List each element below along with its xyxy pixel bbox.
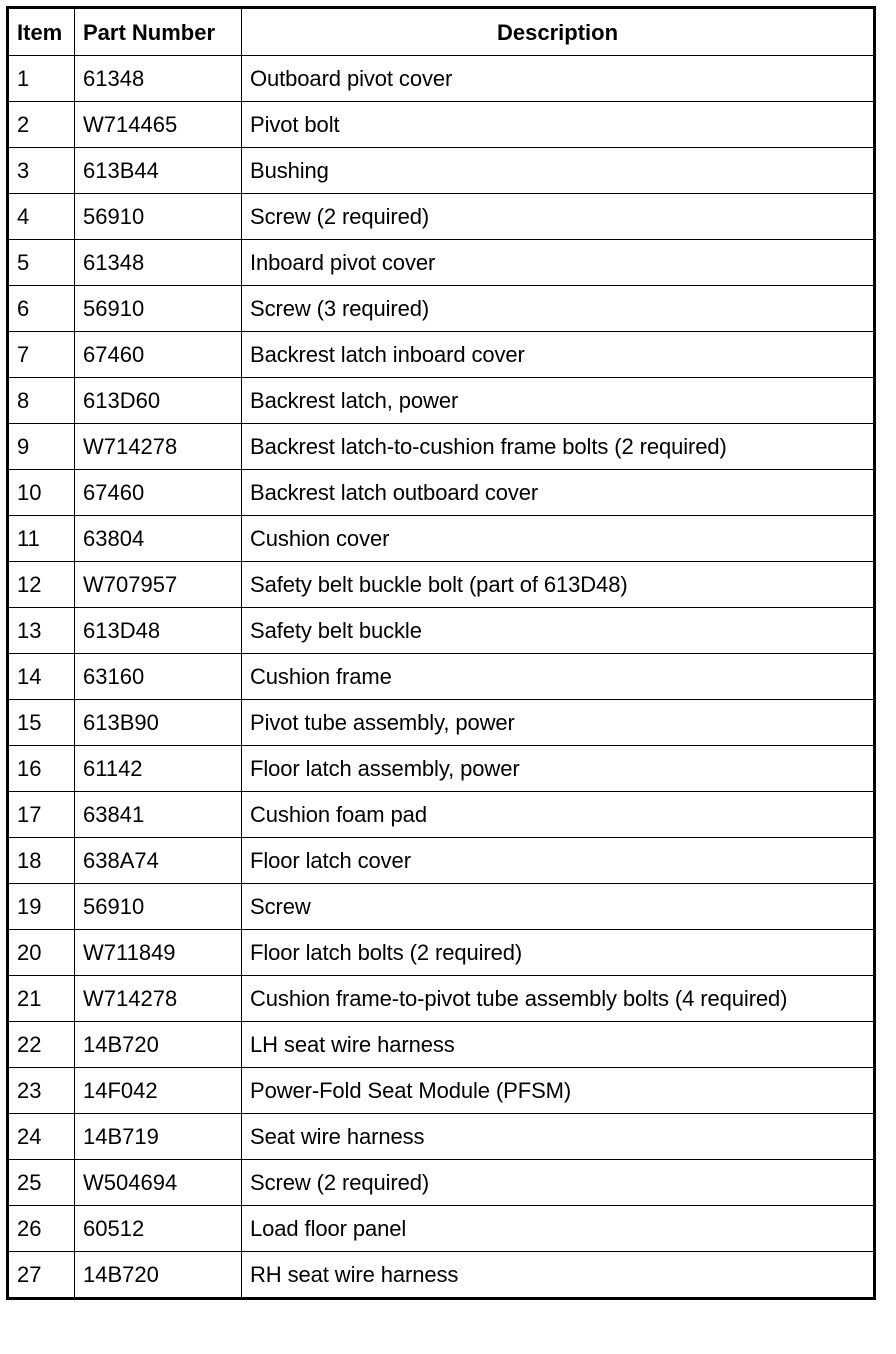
cell-part-number: 60512 — [75, 1206, 242, 1252]
cell-part-number: W504694 — [75, 1160, 242, 1206]
cell-part-number: 14F042 — [75, 1068, 242, 1114]
cell-description: Backrest latch outboard cover — [242, 470, 875, 516]
table-row — [8, 378, 875, 424]
table-row — [8, 562, 875, 608]
table-row — [8, 654, 875, 700]
table-row — [8, 1206, 875, 1252]
cell-item: 7 — [8, 332, 75, 378]
cell-description: Pivot tube assembly, power — [242, 700, 875, 746]
cell-description: Backrest latch-to-cushion frame bolts (2 required) — [242, 424, 875, 470]
table-row — [8, 1252, 875, 1299]
table-row — [8, 424, 875, 470]
cell-description: Screw (2 required) — [242, 1160, 875, 1206]
cell-item: 14 — [8, 654, 75, 700]
header-row — [8, 8, 875, 56]
table-row — [8, 470, 875, 516]
cell-description: Power-Fold Seat Module (PFSM) — [242, 1068, 875, 1114]
cell-description: Cushion cover — [242, 516, 875, 562]
table-row — [8, 148, 875, 194]
cell-item: 13 — [8, 608, 75, 654]
cell-item: 11 — [8, 516, 75, 562]
table-row — [8, 194, 875, 240]
table-row — [8, 700, 875, 746]
cell-item: 6 — [8, 286, 75, 332]
cell-description: Safety belt buckle bolt (part of 613D48) — [242, 562, 875, 608]
cell-part-number: W714278 — [75, 424, 242, 470]
cell-item: 25 — [8, 1160, 75, 1206]
table-row — [8, 240, 875, 286]
cell-item: 27 — [8, 1252, 75, 1299]
cell-description: Screw (2 required) — [242, 194, 875, 240]
cell-part-number: 63841 — [75, 792, 242, 838]
cell-part-number: W714278 — [75, 976, 242, 1022]
cell-item: 1 — [8, 56, 75, 102]
cell-part-number: 613B44 — [75, 148, 242, 194]
cell-description: Load floor panel — [242, 1206, 875, 1252]
cell-part-number: 63160 — [75, 654, 242, 700]
table-row — [8, 56, 875, 102]
cell-item: 15 — [8, 700, 75, 746]
cell-part-number: W711849 — [75, 930, 242, 976]
cell-item: 2 — [8, 102, 75, 148]
cell-part-number: 638A74 — [75, 838, 242, 884]
table-row — [8, 608, 875, 654]
table-row — [8, 332, 875, 378]
header-part-number: Part Number — [75, 8, 242, 56]
table-row — [8, 1068, 875, 1114]
cell-item: 26 — [8, 1206, 75, 1252]
cell-item: 18 — [8, 838, 75, 884]
cell-description: Cushion frame — [242, 654, 875, 700]
cell-part-number: 613D60 — [75, 378, 242, 424]
table-row — [8, 838, 875, 884]
cell-part-number: 63804 — [75, 516, 242, 562]
cell-part-number: 67460 — [75, 332, 242, 378]
cell-item: 17 — [8, 792, 75, 838]
cell-part-number: 56910 — [75, 194, 242, 240]
cell-part-number: 14B719 — [75, 1114, 242, 1160]
cell-description: Screw (3 required) — [242, 286, 875, 332]
cell-item: 8 — [8, 378, 75, 424]
cell-description: RH seat wire harness — [242, 1252, 875, 1299]
cell-description: Floor latch bolts (2 required) — [242, 930, 875, 976]
cell-part-number: 61348 — [75, 56, 242, 102]
cell-item: 21 — [8, 976, 75, 1022]
cell-description: Bushing — [242, 148, 875, 194]
cell-item: 24 — [8, 1114, 75, 1160]
table-row — [8, 930, 875, 976]
table-header — [8, 8, 875, 56]
cell-part-number: 14B720 — [75, 1022, 242, 1068]
cell-part-number: 14B720 — [75, 1252, 242, 1299]
cell-description: Cushion foam pad — [242, 792, 875, 838]
table-body — [8, 56, 875, 1299]
cell-item: 20 — [8, 930, 75, 976]
table-row — [8, 1114, 875, 1160]
cell-item: 22 — [8, 1022, 75, 1068]
cell-part-number: W707957 — [75, 562, 242, 608]
table-row — [8, 516, 875, 562]
cell-item: 19 — [8, 884, 75, 930]
table-row — [8, 1160, 875, 1206]
table-row — [8, 792, 875, 838]
cell-item: 10 — [8, 470, 75, 516]
cell-item: 12 — [8, 562, 75, 608]
cell-description: Inboard pivot cover — [242, 240, 875, 286]
cell-description: Screw — [242, 884, 875, 930]
table-row — [8, 1022, 875, 1068]
cell-description: LH seat wire harness — [242, 1022, 875, 1068]
table-row — [8, 102, 875, 148]
cell-item: 9 — [8, 424, 75, 470]
cell-item: 4 — [8, 194, 75, 240]
parts-table — [6, 6, 876, 1300]
cell-description: Floor latch cover — [242, 838, 875, 884]
cell-description: Backrest latch inboard cover — [242, 332, 875, 378]
cell-item: 16 — [8, 746, 75, 792]
table-row — [8, 884, 875, 930]
cell-description: Backrest latch, power — [242, 378, 875, 424]
cell-description: Cushion frame-to-pivot tube assembly bolts (4 required) — [242, 976, 875, 1022]
cell-item: 23 — [8, 1068, 75, 1114]
cell-description: Seat wire harness — [242, 1114, 875, 1160]
cell-item: 5 — [8, 240, 75, 286]
cell-description: Pivot bolt — [242, 102, 875, 148]
header-item: Item — [8, 8, 75, 56]
table-row — [8, 746, 875, 792]
cell-description: Safety belt buckle — [242, 608, 875, 654]
cell-item: 3 — [8, 148, 75, 194]
cell-part-number: W714465 — [75, 102, 242, 148]
cell-part-number: 56910 — [75, 884, 242, 930]
header-description: Description — [242, 8, 875, 56]
cell-part-number: 56910 — [75, 286, 242, 332]
cell-description: Outboard pivot cover — [242, 56, 875, 102]
cell-description: Floor latch assembly, power — [242, 746, 875, 792]
cell-part-number: 61348 — [75, 240, 242, 286]
cell-part-number: 613B90 — [75, 700, 242, 746]
cell-part-number: 67460 — [75, 470, 242, 516]
table-row — [8, 286, 875, 332]
cell-part-number: 61142 — [75, 746, 242, 792]
table-row — [8, 976, 875, 1022]
cell-part-number: 613D48 — [75, 608, 242, 654]
